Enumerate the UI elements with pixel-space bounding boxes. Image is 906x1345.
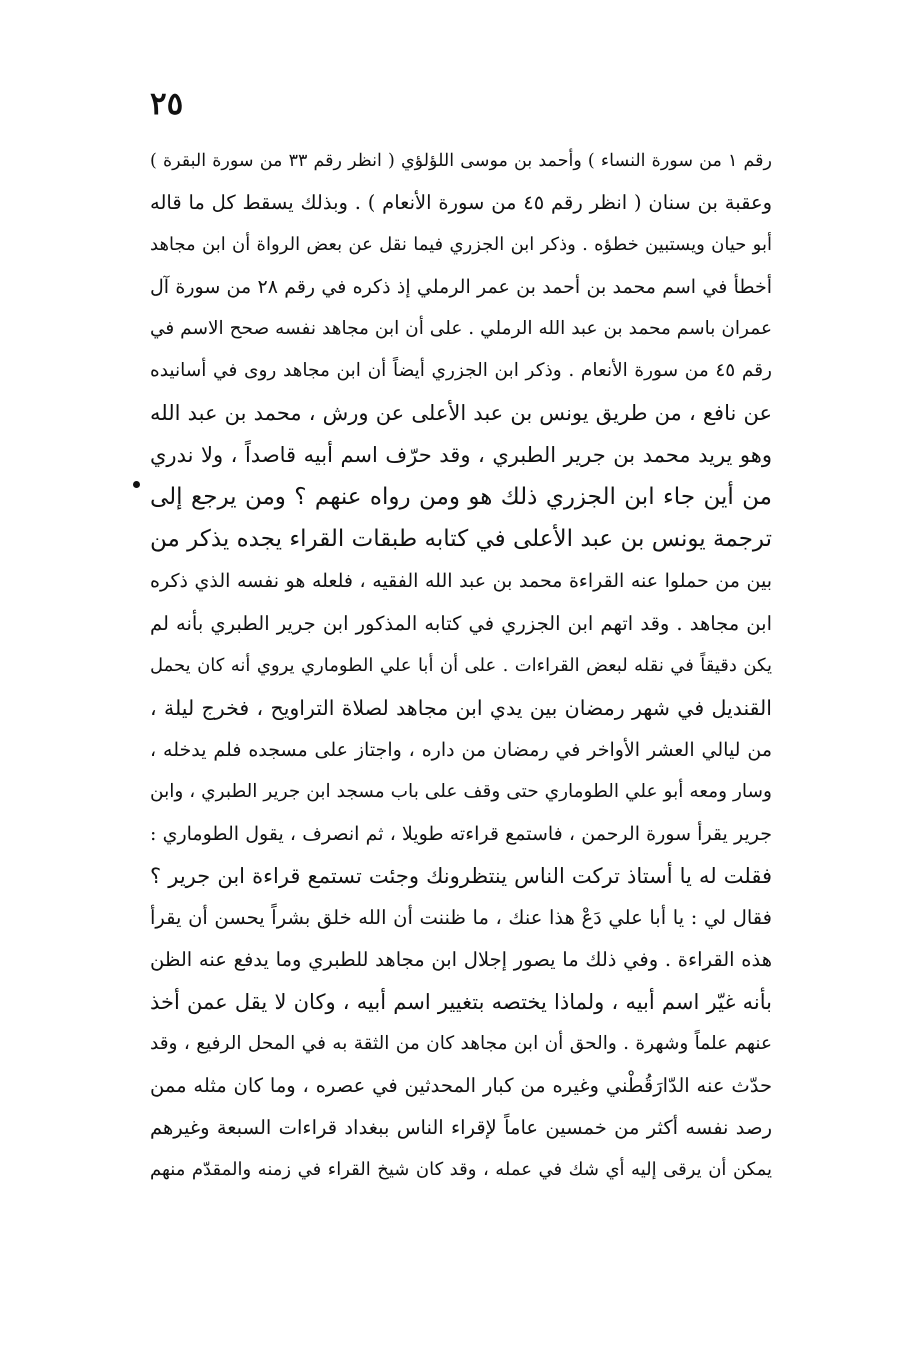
text-line: ابن مجاهد . وقد اتهم ابن الجزري في كتابه المذكور ابن جرير الطبري بأنه لم: [150, 611, 772, 635]
text-line: وسار ومعه أبو علي الطوماري حتى وقف على باب مسجد ابن جرير الطبري ، وابن: [150, 780, 772, 802]
text-line: فقلت له يا أستاذ تركت الناس ينتظرونك وجئت تستمع قراءة ابن جرير ؟: [150, 863, 772, 888]
text-line: أخطأ في اسم محمد بن أحمد بن عمر الرملي إذ ذكره في رقم ٢٨ من سورة آل: [150, 276, 772, 299]
text-line: وهو يريد محمد بن جرير الطبري ، وقد حرّف اسم أبيه قاصداً ، ولا ندري: [150, 443, 772, 468]
text-line: أبو حيان ويستبين خطؤه . وذكر ابن الجزري فيما نقل عن بعض الرواة أن ابن مجاهد: [150, 234, 772, 256]
text-line: بين من حملوا عنه القراءة محمد بن عبد الله الفقيه ، فلعله هو نفسه الذي ذكره: [150, 570, 772, 593]
text-line: رصد نفسه أكثر من خمسين عاماً لإقراء الناس ببغداد قراءات السبعة وغيرهم: [150, 1116, 772, 1140]
text-line: هذه القراءة . وفي ذلك ما يصور إجلال ابن مجاهد للطبري وما يدفع عنه الظن: [150, 947, 772, 971]
text-line: بأنه غيّر اسم أبيه ، ولماذا يختصه بتغيير اسم أبيه ، وكان لا يقل عمن أخذ: [150, 989, 772, 1014]
text-line: وعقبة بن سنان ( انظر رقم ٤٥ من سورة الأنعام ) . وبذلك يسقط كل ما قاله: [150, 191, 772, 215]
page-number: ٢٥: [150, 86, 184, 122]
text-line: القنديل في شهر رمضان بين يدي ابن مجاهد لصلاة التراويح ، فخرج ليلة ،: [150, 695, 772, 720]
text-line: رقم ٤٥ من سورة الأنعام . وذكر ابن الجزري أيضاً أن ابن مجاهد روى في أسانيده: [150, 360, 772, 382]
text-line: رقم ١ من سورة النساء ) وأحمد بن موسى اللؤلؤي ( انظر رقم ٣٣ من سورة البقرة ): [150, 151, 772, 171]
margin-mark: [133, 481, 140, 488]
text-line: من ليالي العشر الأواخر في رمضان من داره ، واجتاز على مسجده فلم يدخله ،: [150, 738, 772, 761]
text-line: من أين جاء ابن الجزري ذلك هو ومن رواه عنهم ؟ ومن يرجع إلى: [150, 484, 772, 511]
text-line: عنهم علماً وشهرة . والحق أن ابن مجاهد كان من الثقة به في المحل الرفيع ، وقد: [150, 1032, 772, 1054]
text-line: عن نافع ، من طريق يونس بن عبد الأعلى عن ورش ، محمد بن عبد الله: [150, 401, 772, 426]
text-line: يكن دقيقاً في نقله لبعض القراءات . على أن أبا علي الطوماري يروي أنه كان يحمل: [150, 654, 772, 676]
text-line: يمكن أن يرقى إليه أي شك في عمله ، وقد كان شيخ القراء في زمنه والمقدّم منهم: [150, 1159, 772, 1181]
text-line: جرير يقرأ سورة الرحمن ، فاستمع قراءته طويلا ، ثم انصرف ، يقول الطوماري :: [150, 822, 772, 845]
text-line: فقال لي : يا أبا علي دَعْ هذا عنك ، ما ظننت أن الله خلق بشراً يحسن أن يقرأ: [150, 905, 772, 929]
text-line: ترجمة يونس بن عبد الأعلى في كتابه طبقات القراء يجده يذكر من: [150, 526, 772, 553]
body-text: [150, 140, 772, 1191]
text-line: عمران باسم محمد بن عبد الله الرملي . على أن ابن مجاهد نفسه صحح الاسم في: [150, 318, 772, 340]
text-line: حدّث عنه الدّارَقُطْني وغيره من كبار المحدثين في عصره ، وما كان مثله ممن: [150, 1074, 772, 1098]
